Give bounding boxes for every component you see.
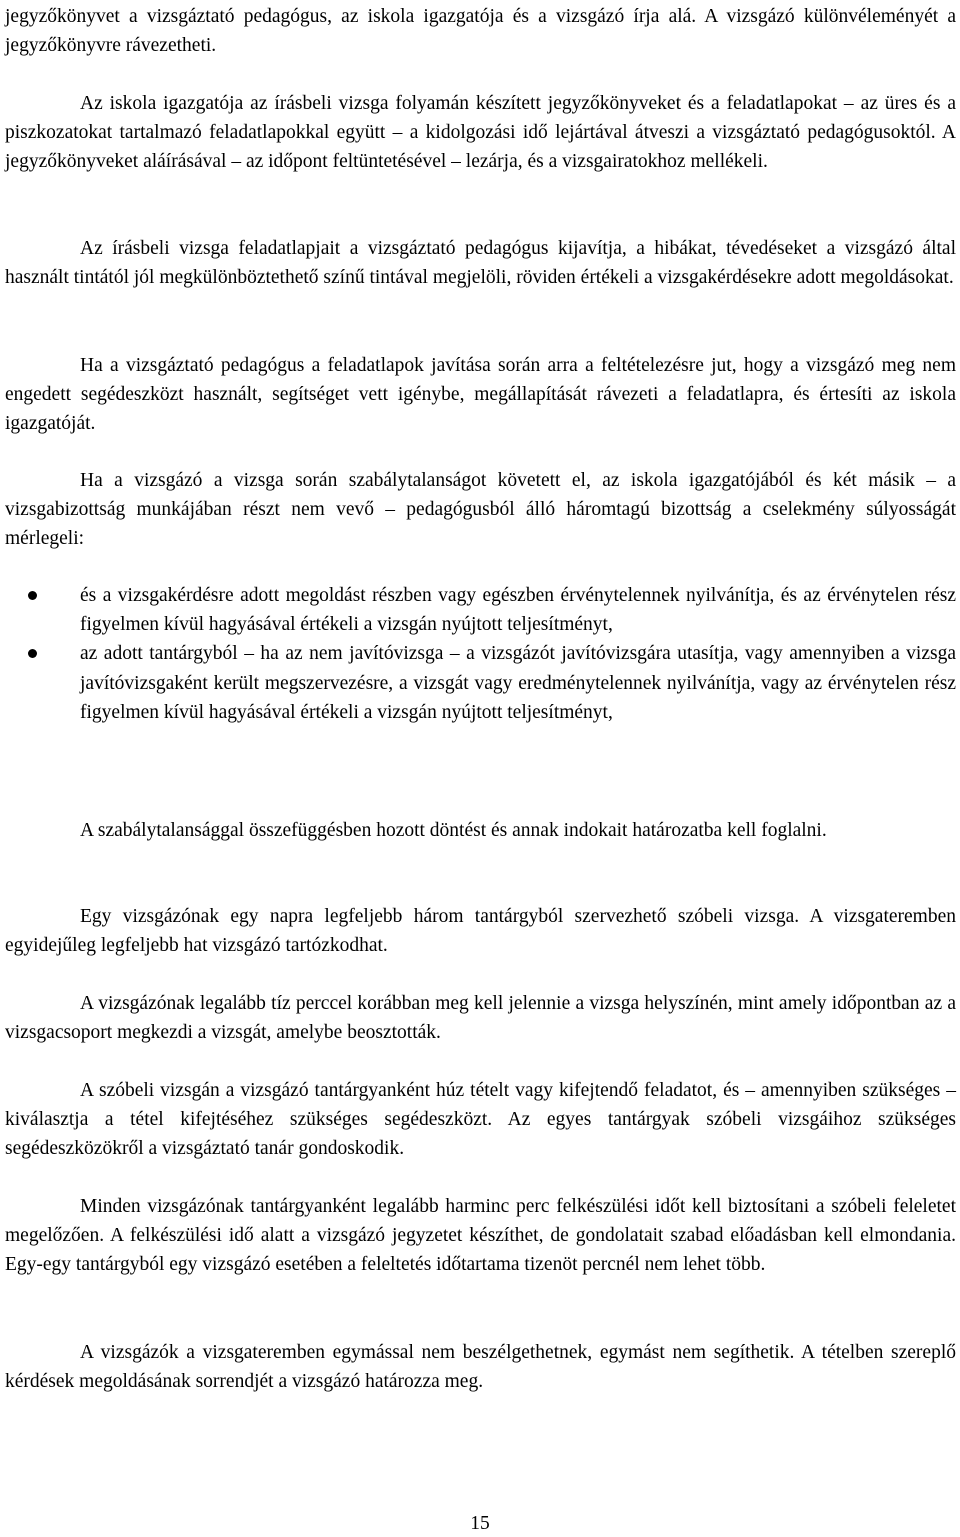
bullet-list <box>5 581 956 727</box>
bullet-icon <box>28 649 37 658</box>
list-item-text: és a vizsgakérdésre adott megoldást részben vagy egészben érvénytelennek nyilvánítja, és az érvénytelen rész figyelmen kívül hagyásával értékeli a vizsgán nyújtott teljesítményt, <box>80 585 956 636</box>
paragraph-irregularity: Ha a vizsgázó a vizsga során szabálytalanságot követett el, az iskola igazgatójából és két másik – a vizsgabizottság munkájában részt nem vevő – pedagógusból álló háromtagú bizottság a cselekmény súlyosságát mérlegeli: <box>5 470 956 550</box>
paragraph-topic-draw: A szóbeli vizsgán a vizsgázó tantárgyanként húz tételt vagy kifejtendő feladatot, és – amennyiben szükséges – kiválasztja a tétel kifejtéséhez szükséges segédeszközt. Az egyes tantárgyak szóbeli vizsgáihoz szükséges segédeszközökről a vizsgáztató tanár gondoskodik. <box>5 1080 956 1160</box>
paragraph-arrival: A vizsgázónak legalább tíz perccel korábban meg kell jelennie a vizsga helyszínén, mint amely időpontban az a vizsgacsoport megkezdi a vizsgát, amelybe beosztották. <box>5 993 956 1044</box>
paragraph-exam-records: Az iskola igazgatója az írásbeli vizsga folyamán készített jegyzőkönyveket és a feladatlapokat – az üres és a piszkozatokat tartalmazó feladatlapokkal együtt – a kidolgozási idő lejártával átveszi a vizsgáztató pedagógusoktól. A jegyzőkönyveket aláírásával – az időpont feltüntetésével – lezárja, és a vizsgairatokhoz mellékeli. <box>5 93 956 173</box>
paragraph-oral-exam-limit: Egy vizsgázónak egy napra legfeljebb három tantárgyból szervezhető szóbeli vizsga. A vizsgateremben egyidejűleg legfeljebb hat vizsgázó tartózkodhat. <box>5 906 956 957</box>
page-number: 15 <box>470 1513 490 1534</box>
paragraph-preparation-time: Minden vizsgázónak tantárgyanként legalább harminc perc felkészülési időt kell biztosítani a szóbeli feleletet megelőzően. A felkészülési idő alatt a vizsgázó jegyzetet készíthet, de gondolatait szabad előadásban kell elmondania. Egy-egy tantárgyból egy vizsgázó esetében a feleltetés időtartama tizenöt percnél nem lehet több. <box>5 1196 956 1276</box>
list-item <box>5 639 956 727</box>
paragraph-no-talking: A vizsgázók a vizsgateremben egymással nem beszélgethetnek, egymást nem segíthetik. A tételben szereplő kérdések megoldásának sorrendjét a vizsgázó határozza meg. <box>5 1342 956 1393</box>
bullet-icon <box>28 591 37 600</box>
list-item <box>5 581 956 639</box>
paragraph-decision: A szabálytalansággal összefüggésben hozott döntést és annak indokait határozatba kell foglalni. <box>80 820 827 841</box>
paragraph-grading: Az írásbeli vizsga feladatlapjait a vizsgáztató pedagógus kijavítja, a hibákat, tévedéseket a vizsgázó által használt tintától jól megkülönböztethető színű tintával megjelöli, röviden értékeli a vizsgakérdésekre adott megoldásokat. <box>5 238 956 289</box>
paragraph-suspected-cheating: Ha a vizsgáztató pedagógus a feladatlapok javítása során arra a feltételezésre jut, hogy a vizsgázó meg nem engedett segédeszközt használt, segítséget vett igénybe, megállapítását rávezeti a feladatlapra, és értesíti az iskola igazgatóját. <box>5 355 956 435</box>
paragraph-continuation: jegyzőkönyvet a vizsgáztató pedagógus, az iskola igazgatója és a vizsgázó írja alá. A vizsgázó különvéleményét a jegyzőkönyvre rávezetheti. <box>5 6 956 57</box>
list-item-text: az adott tantárgyból – ha az nem javítóvizsga – a vizsgázót javítóvizsgára utasítja, vagy amennyiben a vizsga javítóvizsgaként került megszervezésre, a vizsgát vagy eredménytelennek nyilvánítja, vagy az érvénytelen rész figyelmen kívül hagyásával értékeli a vizsgán nyújtott teljesítményt, <box>80 643 956 723</box>
